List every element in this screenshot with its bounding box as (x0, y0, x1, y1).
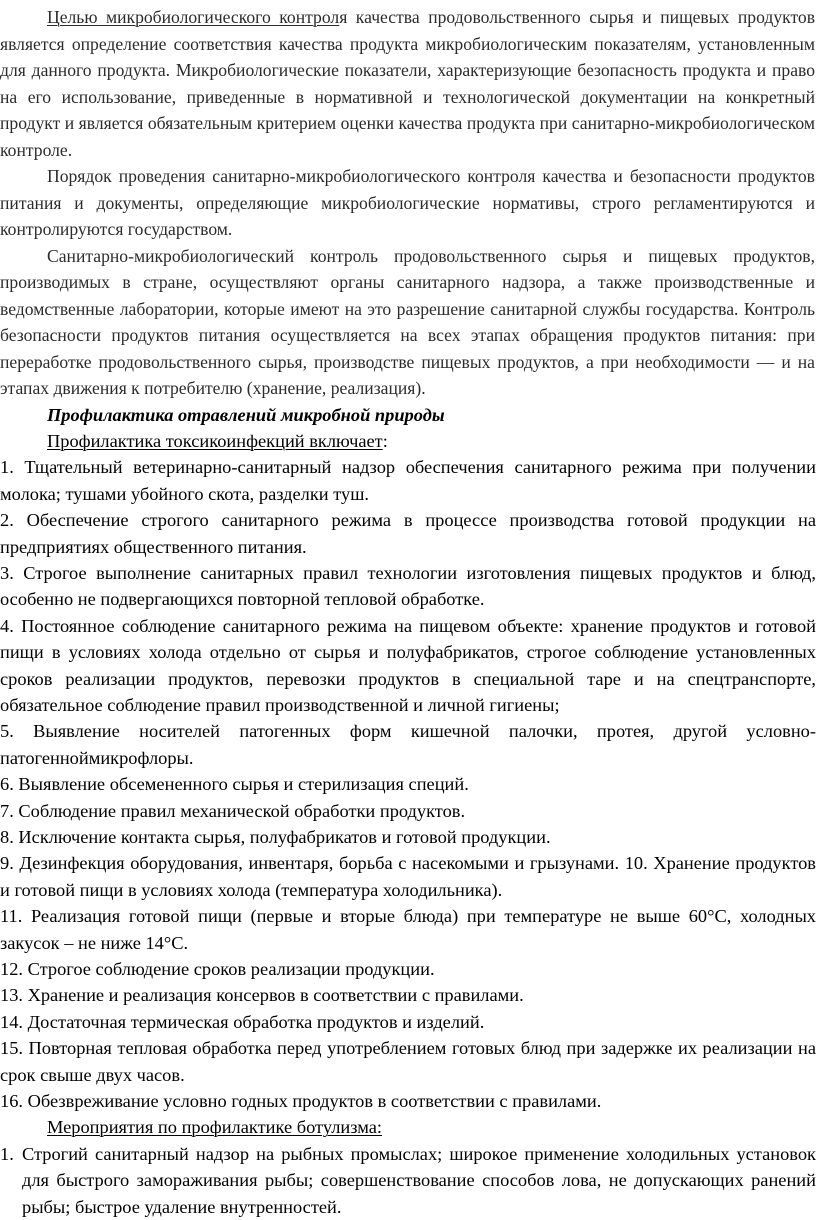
list-item: 5. Выявление носителей патогенных форм кишечной палочки, протея, другой условно-патогенноймикрофлоры. (0, 721, 816, 768)
toxico-list (0, 454, 816, 1114)
list-item: 3. Строгое выполнение санитарных правил технологии изготовления пищевых продуктов и блюд, особенно не подвергающихся повторной тепловой обработке. (0, 562, 816, 610)
list-item: 12. Строгое соблюдение сроков реализации продукции. (0, 959, 435, 980)
list-item-number: 1. (0, 1143, 14, 1164)
list-item: 9. Дезинфекция оборудования, инвентаря, борьба с насекомыми и грызунами. 10. Хранение продуктов и готовой пищи в условиях холода (температура холодильника). (0, 853, 816, 900)
list-item: 2. Обеспечение строгого санитарного режима в процессе производства готовой продукции на предприятиях общественного питания. (0, 510, 816, 557)
paragraph-text: я качества продовольственного сырья и пищевых продуктов является определение соответствия качества продукта микробиологическим показателям, установленным для данного продукта. Микробиологические показатели, характеризующие безопасность продукта и право на его использование, приведенные в нормативной и технологической документации на конкретный продукт и является обязательным критерием оценки качества продукта при санитарно-микробиологическом контроле. (0, 7, 815, 160)
intro-paragraph-3: Санитарно-микробиологический контроль продовольственного сырья и пищевых продуктов, производимых в стране, осуществляют органы санитарного надзора, а также производственные и ведомственные лаборатории, которые имеют на это разрешение санитарной службы государства. Контроль безопасности продуктов питания осуществляется на всех этапах обращения продуктов питания: при переработке продовольственного сырья, производстве пищевых продуктов, а при необходимости — и на этапах движения к потребителю (хранение, реализация). (0, 245, 815, 398)
section-title: Профилактика отравлений микробной природы (47, 404, 445, 425)
list-item (0, 1141, 816, 1220)
list-item: 11. Реализация готовой пищи (первые и вторые блюда) при температуре не выше 60°С, холодных закусок – не ниже 14°С. (0, 906, 816, 953)
intro-paragraph-2: Порядок проведения санитарно-микробиологического контроля качества и безопасности продуктов питания и документы, определяющие микробиологические нормативы, строго регламентируются и контролируются государством. (0, 166, 815, 239)
underlined-phrase: Целью микробиологического контрол (47, 7, 340, 27)
list-item: 4. Постоянное соблюдение санитарного режима на пищевом объекте: хранение продуктов и готовой пищи в условиях холода отдельно от сырья и полуфабрикатов, строгое соблюдение установленных сроков реализации продуктов, перевозки продуктов в специальной таре и на спецтранспорте, обязательное соблюдение правил производственной и личной гигиены; (0, 615, 816, 715)
list-item: 16. Обезвреживание условно годных продуктов в соответствии с правилами. (0, 1091, 602, 1112)
toxico-heading-colon: : (382, 430, 388, 451)
list-item-text: Строгий санитарный надзор на рыбных промыслах; широкое применение холодильных установок для быстрого замораживания рыбы; совершенствование способов лова, не допускающих ранений рыбы; быстрое удаление внутренностей. (22, 1143, 816, 1217)
list-item: 15. Повторная тепловая обработка перед употреблением готовых блюд при задержке их реализации на срок свыше двух часов. (0, 1038, 816, 1085)
list-item: 6. Выявление обсемененного сырья и стерилизация специй. (0, 774, 469, 795)
list-item: 14. Достаточная термическая обработка продуктов и изделий. (0, 1011, 485, 1032)
botulism-list (0, 1141, 816, 1220)
botulism-heading-text: Мероприятия по профилактике ботулизма: (47, 1117, 383, 1138)
list-item: 8. Исключение контакта сырья, полуфабрикатов и готовой продукции. (0, 827, 551, 847)
toxico-heading (0, 428, 816, 454)
list-item: 7. Соблюдение правил механической обработки продуктов. (0, 800, 466, 821)
intro-paragraph-1 (0, 4, 816, 163)
list-item: 13. Хранение и реализация консервов в соответствии с правилами. (0, 985, 524, 1006)
toxico-heading-text: Профилактика токсикоинфекций включает (47, 430, 383, 451)
list-item: 1. Тщательный ветеринарно-санитарный надзор обеспечения санитарного режима при получении молока; тушами убойного скота, разделки туш. (0, 457, 816, 504)
botulism-heading (0, 1114, 816, 1140)
